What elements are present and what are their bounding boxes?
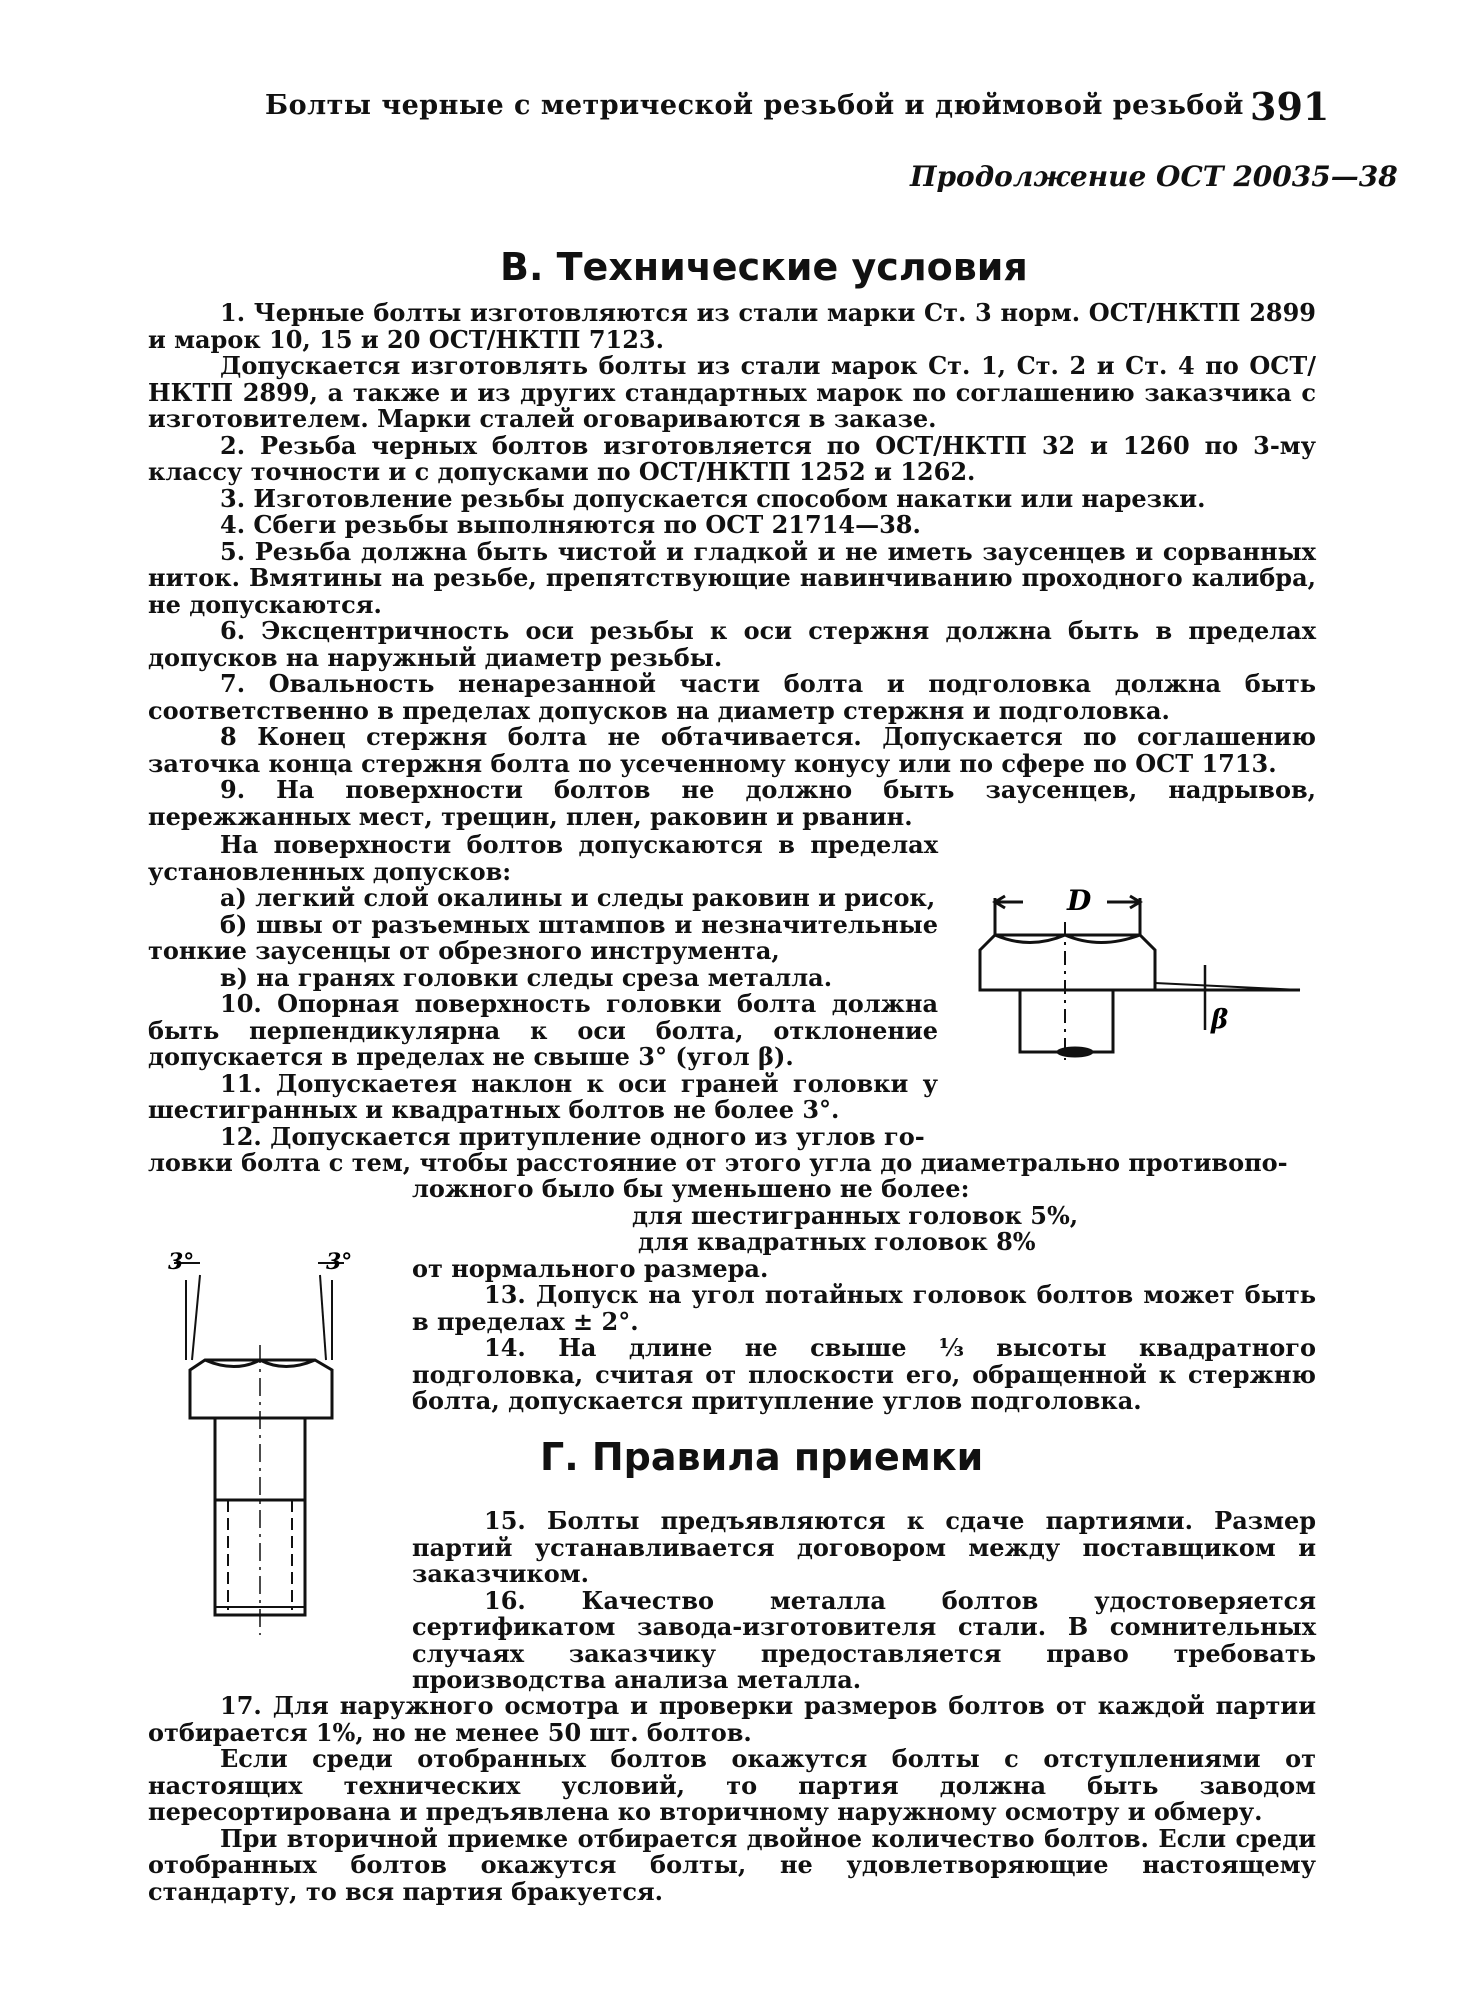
clause-15: 15. Болты предъявляются к сдаче партиями. Размер партий устанавливается договором между поставщиком и заказчиком. (412, 1506, 1316, 1588)
clause-10: 10. Опорная поверхность головки болта должна быть перпендикулярна к оси болта, отклонение допускается в пределах не свыше 3° (угол β). (148, 989, 938, 1071)
angle-beta-label: β (1211, 1005, 1229, 1035)
acceptance-rules-block-2 (148, 1693, 1316, 1905)
section-heading-acceptance-rules: Г. Правила приемки (540, 1435, 984, 1479)
clause-9-allowances: На поверхности болтов допускаются в пределах установленных допусков: (148, 830, 938, 886)
clause-6: 6. Эксцентричность оси резьбы к оси стержня должна быть в пределах допусков на наружный диаметр резьбы. (148, 616, 1316, 672)
section-heading-technical-conditions: В. Технические условия (500, 245, 1028, 289)
technical-conditions-block-3 (412, 1176, 1316, 1415)
clause-3: 3. Изготовление резьбы допускается способом накатки или нарезки. (220, 483, 1206, 513)
bolt-head-perpendicularity-figure (975, 880, 1305, 1070)
clause-1-note: Допускается изготовлять болты из стали марок Ст. 1, Ст. 2 и Ст. 4 по ОСТ/НКТП 2899, а также и из других стандартных марок по соглашению заказчика с изготовителем. Марки сталей оговариваются в заказе. (148, 351, 1316, 433)
clause-17-note-2: При вторичной приемке отбирается двойное количество болтов. Если среди отобранных болтов окажутся болты, не удовлетворяющие настоящему стандарту, то вся партия бракуется. (148, 1823, 1316, 1906)
bolt-face-inclination-figure (160, 1245, 370, 1640)
clause-8: 8 Конец стержня болта не обтачивается. Допускается по соглашению заточка конца стержня болта по усеченному конусу или по сфере по ОСТ 1713. (148, 722, 1316, 778)
clause-12-hex: для шестигранных головок 5%, (632, 1200, 1079, 1230)
clause-12-end: от нормального размера. (412, 1253, 769, 1283)
diameter-label: D (1067, 884, 1092, 917)
continuation-note: Продолжение ОСТ 20035—38 (910, 160, 1398, 193)
clause-11: 11. Допускаетея наклон к оси граней головки у шестигранных и квадратных болтов не более 3°. (148, 1068, 938, 1124)
clause-4: 4. Сбеги резьбы выполняются по ОСТ 21714—38. (220, 510, 921, 539)
clause-9-item-c: в) на гранях головки следы среза металла. (220, 962, 833, 992)
clause-9-item-a: а) легкий слой окалины и следы раковин и рисок, (220, 883, 936, 912)
technical-conditions-block-2 (148, 832, 938, 1150)
clause-12-continued (148, 1150, 1316, 1177)
technical-conditions-block-1 (148, 300, 1316, 830)
clause-13: 13. Допуск на угол потайных головок болтов может быть в пределах ± 2°. (412, 1280, 1316, 1336)
clause-9-item-b: б) швы от разъемных штампов и незначительные тонкие заусенцы от обрезного инструмента, (148, 909, 938, 965)
clause-14: 14. На длине не свыше ⅓ высоты квадратного подголовка, считая от плоскости его, обращенной к стержню болта, допускается притупление углов подголовка. (412, 1333, 1316, 1415)
clause-7: 7. Овальность ненарезанной части болта и подголовка должна быть соответственно в пределах допусков на диаметр стержня и подголовка. (148, 669, 1316, 725)
clause-12-line-1: 12. Допускается притупление одного из углов го- (220, 1121, 925, 1151)
page-number: 391 (1250, 84, 1330, 129)
clause-9: 9. На поверхности болтов не должно быть заусенцев, надрывов, пережжанных мест, трещин, плен, раковин и рванин. (148, 775, 1316, 831)
running-header-title: Болты черные с метрической резьбой и дюймовой резьбой (265, 90, 1244, 121)
left-angle-label: 3° (168, 1249, 195, 1275)
clause-1: 1. Черные болты изготовляются из стали марки Ст. 3 норм. ОСТ/НКТП 2899 и марок 10, 15 и 20 ОСТ/НКТП 7123. (148, 298, 1316, 354)
acceptance-rules-block-1 (412, 1508, 1316, 1694)
clause-12-square: для квадратных головок 8% (638, 1227, 1036, 1256)
right-angle-label: 3° (326, 1249, 353, 1275)
clause-12-line-2: ловки болта с тем, чтобы расстояние от этого угла до диаметрально противопо- (148, 1148, 1288, 1177)
clause-17-note-1: Если среди отобранных болтов окажутся болты с отступлениями от настоящих технических условий, то партия должна быть заводом пересортирована и предъявлена ко вторичному наружному осмотру и обмеру. (148, 1744, 1316, 1826)
clause-17: 17. Для наружного осмотра и проверки размеров болтов от каждой партии отбирается 1%, но не менее 50 шт. болтов. (148, 1691, 1316, 1747)
clause-16: 16. Качество металла болтов удостоверяется сертификатом завода-изготовителя стали. В сомнительных случаях заказчику предоставляется право требовать производства анализа металла. (412, 1585, 1316, 1694)
clause-12-line-3: ложного было бы уменьшено не более: (412, 1174, 970, 1203)
clause-5: 5. Резьба должна быть чистой и гладкой и не иметь заусенцев и сорванных ниток. Вмятины на резьбе, препятствующие навинчиванию проходного калибра, не допускаются. (148, 536, 1316, 619)
clause-2: 2. Резьба черных болтов изготовляется по ОСТ/НКТП 32 и 1260 по 3-му классу точности и с допусками по ОСТ/НКТП 1252 и 1262. (148, 430, 1316, 486)
